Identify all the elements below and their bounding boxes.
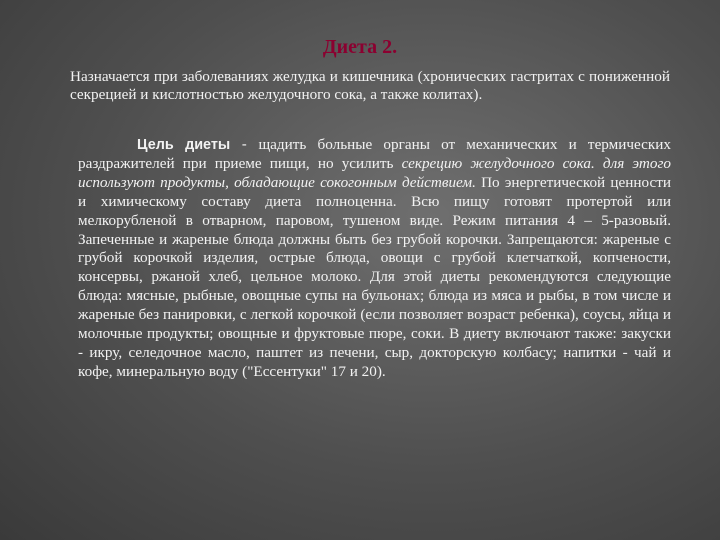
diet-description xyxy=(78,136,671,382)
goal-separator: - xyxy=(230,136,259,153)
slide-title: Диета 2. xyxy=(322,36,398,58)
goal-text: щадить больные органы от механических и термических раздражителей при приеме пищи, но усилить xyxy=(78,136,672,172)
intro-paragraph: Назначается при заболеваниях желудка и кишечника (хронических гастритах с пониженной секрецией и кислотностью желудочного сока, а также колитах). xyxy=(70,68,670,103)
goal-label: Цель диеты xyxy=(137,137,231,153)
goal-italic-text: секрецию желудочного сока. для этого используют продукты, обладающие сокогонным действием. xyxy=(78,154,671,191)
diet-details-text: По энергетической ценности и химическому составу диета полноценна. Всю пищу готовят протертой или мелкорубленой в отварном, паровом, тушеном виде. Режим питания 4 – 5-разовый. Запеченные и жареные блюда должны быть без грубой корочки. Запрещаются: жареные с грубой корочкой изделия, острые блюда, овощи с грубой клетчаткой, копчености, консервы, ржаной хлеб, цельное молоко. Для этой диеты рекомендуются следующие блюда: мясные, рыбные, овощные супы на бульонах; блюда из мяса и рыбы, в том числе и жареные без панировки, с легкой корочкой (если позволяет возраст ребенка), соусы, яйца и молочные продукты; овощные и фруктовые пюре, соки. В диету включают также: закуски - икру, селедочное масло, паштет из печени, сыр, докторскую колбасу; напитки - чай и кофе, минеральную воду ("Ессентуки" 17 и 20). xyxy=(78,173,671,380)
